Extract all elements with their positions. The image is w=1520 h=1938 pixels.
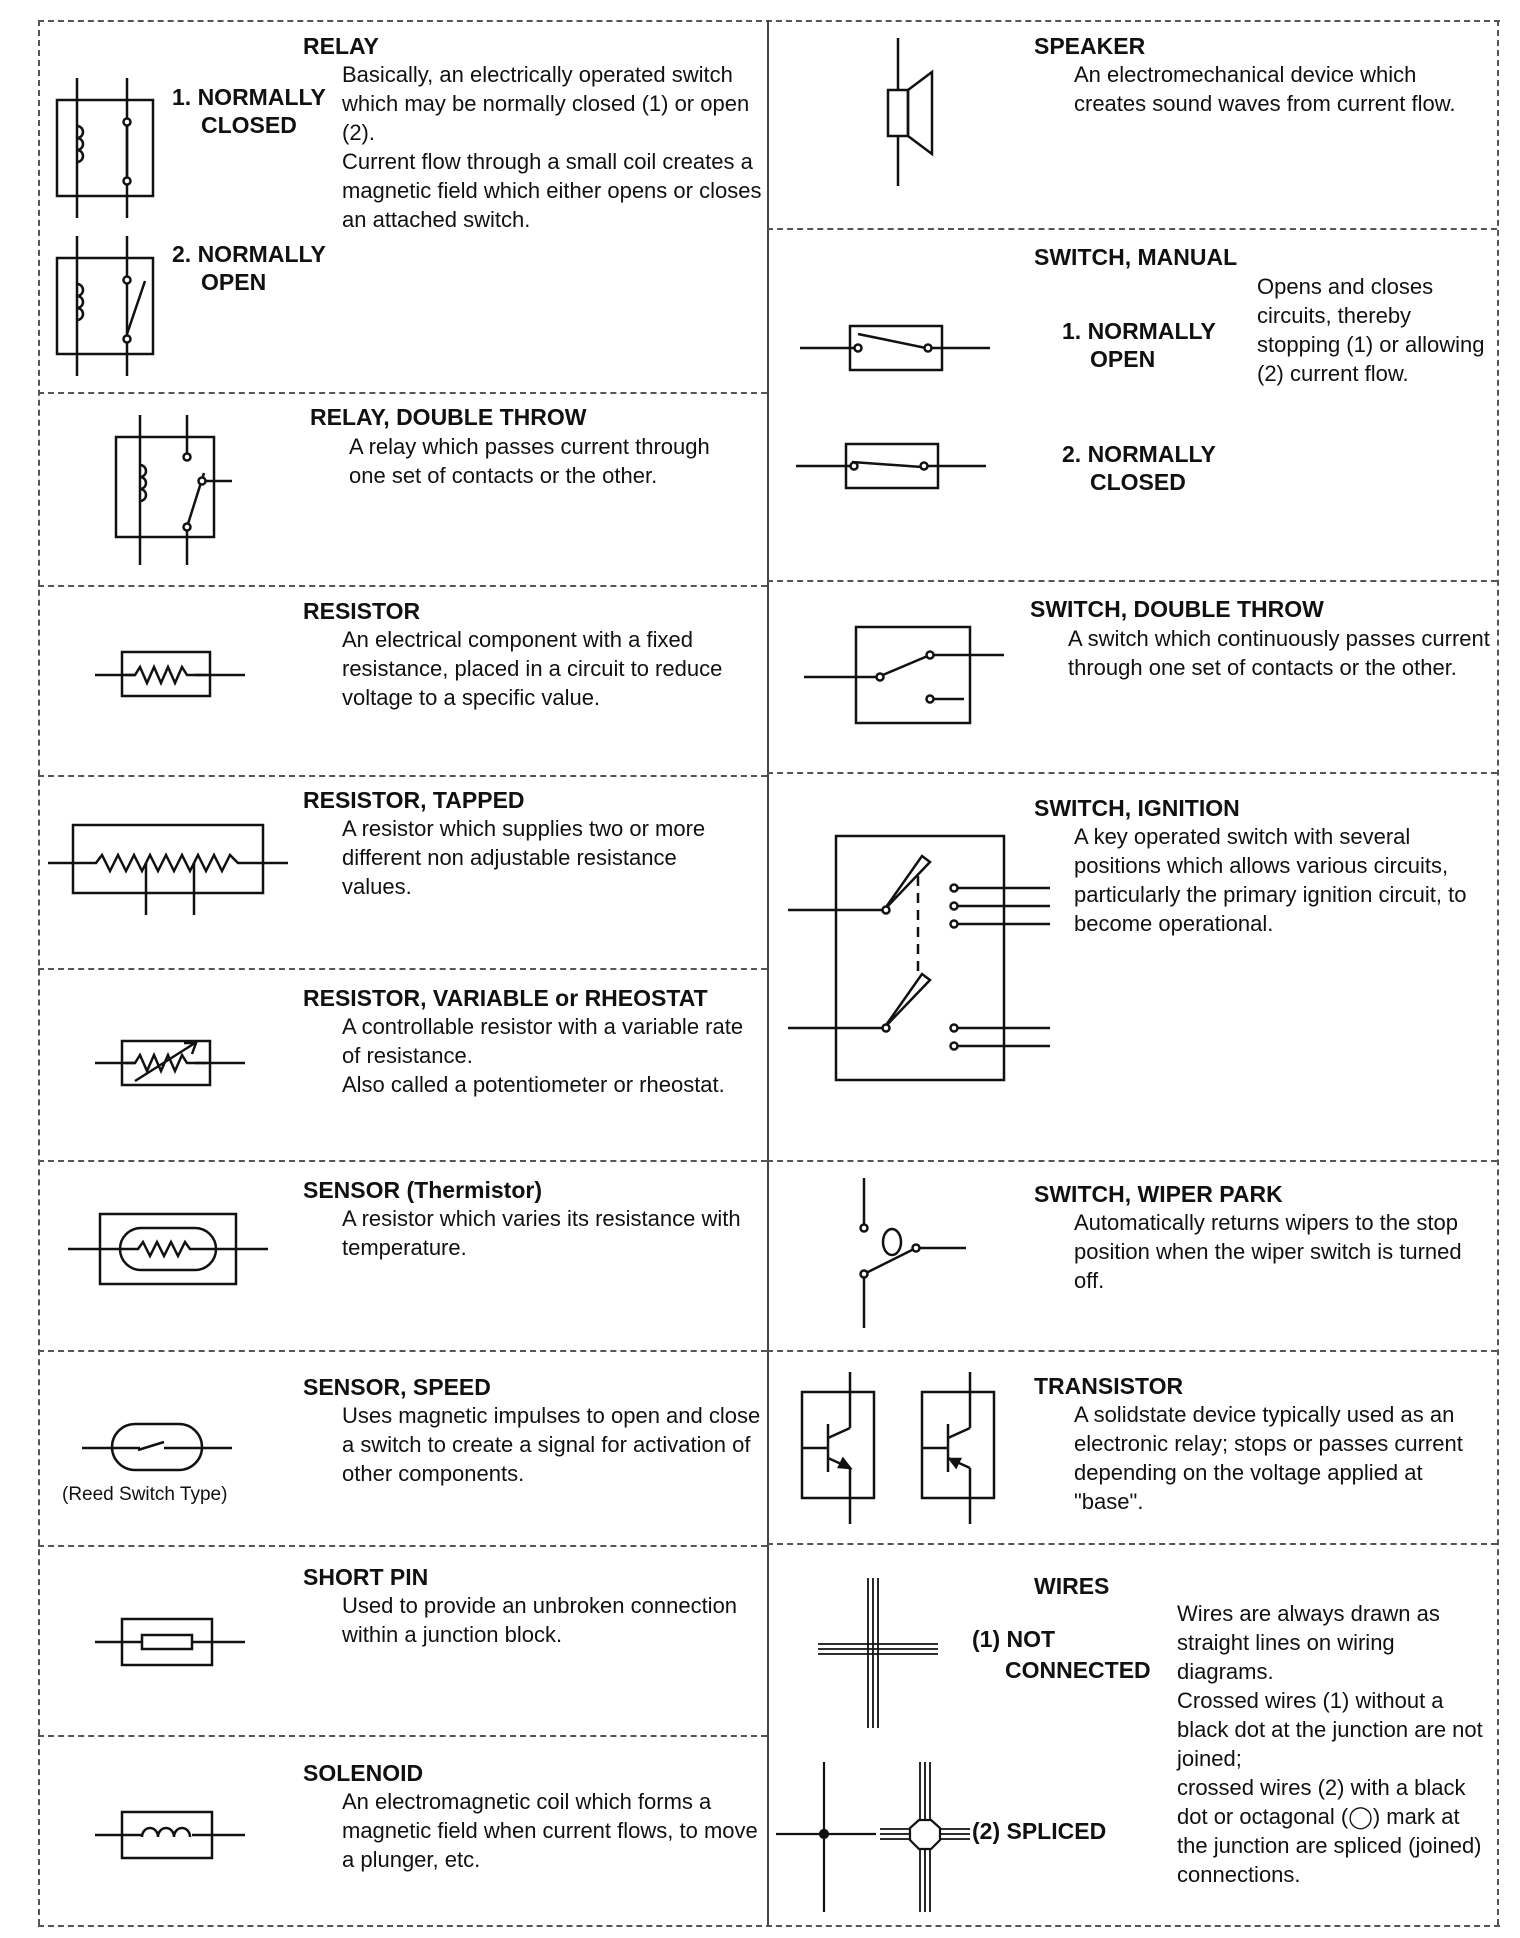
switch-manual-label-1 xyxy=(1062,317,1216,373)
resistor-description: An electrical component with a fixed resistance, placed in a circuit to reduce voltage to a specific value. xyxy=(342,627,723,710)
transistor-npn-symbol xyxy=(800,1372,876,1524)
wires-not-connected-symbol xyxy=(818,1578,938,1728)
wires-spliced-single-symbol xyxy=(776,1762,876,1912)
wires-spliced-octagon-symbol xyxy=(880,1762,980,1912)
relay-double-throw-symbol xyxy=(112,415,232,565)
resistor-title: RESISTOR xyxy=(303,598,421,624)
left-divider-5 xyxy=(38,1160,767,1162)
resistor-tapped-title: RESISTOR, TAPPED xyxy=(303,787,525,813)
sensor-speed-symbol xyxy=(82,1418,232,1478)
relay-label-1-line-b: CLOSED xyxy=(201,112,297,138)
left-divider-6 xyxy=(38,1350,767,1352)
sensor-speed-title: SENSOR, SPEED xyxy=(303,1374,491,1400)
switch-manual-label-2-line-a: 2. NORMALLY xyxy=(1062,441,1216,467)
speaker-description: An electromechanical device which creates sound waves from current flow. xyxy=(1074,62,1456,116)
right-border xyxy=(1497,20,1499,1925)
switch-manual-label-2-line-b: CLOSED xyxy=(1090,469,1186,495)
speaker-title: SPEAKER xyxy=(1034,33,1146,59)
relay-label-1-line-a: 1. NORMALLY xyxy=(172,84,326,110)
resistor-tapped-description: A resistor which supplies two or more different non adjustable resistance values. xyxy=(342,816,706,899)
wires-label-spliced: (2) SPLICED xyxy=(972,1818,1107,1844)
switch-manual-title: SWITCH, MANUAL xyxy=(1034,244,1238,270)
bottom-border xyxy=(38,1925,1500,1927)
wires-description-2: Crossed wires (1) without a black dot at the junction are not joined; xyxy=(1177,1688,1483,1771)
resistor-variable-description xyxy=(342,1012,762,1099)
resistor-variable-description-2: Also called a potentiometer or rheostat. xyxy=(342,1072,725,1097)
solenoid-title: SOLENOID xyxy=(303,1760,424,1786)
resistor-variable-symbol xyxy=(95,1033,245,1093)
switch-wiper-park-title: SWITCH, WIPER PARK xyxy=(1034,1181,1283,1207)
right-divider-2 xyxy=(767,580,1497,582)
right-divider-4 xyxy=(767,1160,1497,1162)
switch-manual-label-1-line-a: 1. NORMALLY xyxy=(1062,318,1216,344)
speaker-symbol xyxy=(880,38,940,186)
sensor-thermistor-symbol xyxy=(68,1212,268,1287)
wires-label-not-connected xyxy=(972,1625,1151,1684)
short-pin-symbol xyxy=(95,1613,245,1673)
right-divider-5 xyxy=(767,1350,1497,1352)
switch-manual-description: Opens and closes circuits, thereby stopping (1) or allowing (2) current flow. xyxy=(1257,274,1485,386)
relay-description-2: Current flow through a small coil creates a magnetic field which either opens or closes an attached switch. xyxy=(342,149,762,232)
sensor-speed-caption: (Reed Switch Type) xyxy=(62,1484,228,1505)
switch-manual-normally-closed-symbol xyxy=(796,440,986,492)
relay-description-1: Basically, an electrically operated switch which may be normally closed (1) or open (2). xyxy=(342,62,750,145)
relay-double-throw-title: RELAY, DOUBLE THROW xyxy=(310,404,587,430)
relay-double-throw-description: A relay which passes current through one set of contacts or the other. xyxy=(349,434,710,488)
top-border xyxy=(38,20,1500,22)
right-divider-1 xyxy=(767,228,1497,230)
switch-manual-label-2 xyxy=(1062,440,1216,496)
left-divider-8 xyxy=(38,1735,767,1737)
left-divider-3 xyxy=(38,775,767,777)
left-divider-1 xyxy=(38,392,767,394)
left-divider-7 xyxy=(38,1545,767,1547)
switch-wiper-park-description: Automatically returns wipers to the stop position when the wiper switch is turned off. xyxy=(1074,1210,1462,1293)
switch-ignition-symbol xyxy=(788,830,1060,1080)
right-divider-6 xyxy=(767,1543,1497,1545)
transistor-pnp-symbol xyxy=(920,1372,996,1524)
switch-double-throw-description: A switch which continuously passes current through one set of contacts or the other. xyxy=(1068,626,1490,680)
relay-label-2-line-b: OPEN xyxy=(201,269,267,295)
switch-wiper-park-symbol xyxy=(840,1178,970,1328)
wires-description-3: crossed wires (2) with a black dot or octagonal (◯) mark at the junction are spliced (joined) connections. xyxy=(1177,1775,1482,1887)
wires-title: WIRES xyxy=(1034,1573,1110,1599)
resistor-variable-description-1: A controllable resistor with a variable rate of resistance. xyxy=(342,1014,744,1068)
wires-label-not-connected-line-a: (1) NOT xyxy=(972,1626,1056,1652)
sensor-speed-description: Uses magnetic impulses to open and close a switch to create a signal for activation of other components. xyxy=(342,1403,761,1486)
relay-label-2 xyxy=(172,240,326,296)
resistor-tapped-symbol xyxy=(48,823,288,915)
switch-double-throw-title: SWITCH, DOUBLE THROW xyxy=(1030,596,1324,622)
column-divider xyxy=(767,20,769,1925)
resistor-symbol xyxy=(95,648,245,702)
short-pin-description: Used to provide an unbroken connection within a junction block. xyxy=(342,1593,738,1647)
switch-ignition-title: SWITCH, IGNITION xyxy=(1034,795,1240,821)
relay-label-2-line-a: 2. NORMALLY xyxy=(172,241,326,267)
left-divider-4 xyxy=(38,968,767,970)
switch-double-throw-symbol xyxy=(804,625,1004,725)
short-pin-title: SHORT PIN xyxy=(303,1564,429,1590)
transistor-description: A solidstate device typically used as an electronic relay; stops or passes current depending on the voltage applied at "base". xyxy=(1074,1402,1463,1514)
left-divider-2 xyxy=(38,585,767,587)
switch-manual-normally-open-symbol xyxy=(800,322,990,374)
right-divider-3 xyxy=(767,772,1497,774)
relay-description xyxy=(342,60,762,234)
left-border xyxy=(38,20,40,1925)
switch-ignition-description: A key operated switch with several positions which allows various circuits, particularly the primary ignition circuit, to become operational. xyxy=(1074,824,1467,936)
switch-manual-label-1-line-b: OPEN xyxy=(1090,346,1156,372)
solenoid-symbol xyxy=(95,1806,245,1866)
wires-label-not-connected-line-b: CONNECTED xyxy=(1005,1657,1151,1683)
solenoid-description: An electromagnetic coil which forms a magnetic field when current flows, to move a plunger, etc. xyxy=(342,1789,758,1872)
wires-description-1: Wires are always drawn as straight lines on wiring diagrams. xyxy=(1177,1601,1440,1684)
sensor-thermistor-title: SENSOR (Thermistor) xyxy=(303,1177,542,1203)
relay-normally-open-symbol xyxy=(55,236,155,376)
transistor-title: TRANSISTOR xyxy=(1034,1373,1184,1399)
sensor-thermistor-description: A resistor which varies its resistance with temperature. xyxy=(342,1206,741,1260)
wires-description xyxy=(1177,1599,1495,1889)
relay-title: RELAY xyxy=(303,33,379,59)
resistor-variable-title: RESISTOR, VARIABLE or RHEOSTAT xyxy=(303,985,708,1011)
relay-label-1 xyxy=(172,83,326,139)
relay-normally-closed-symbol xyxy=(55,78,155,218)
